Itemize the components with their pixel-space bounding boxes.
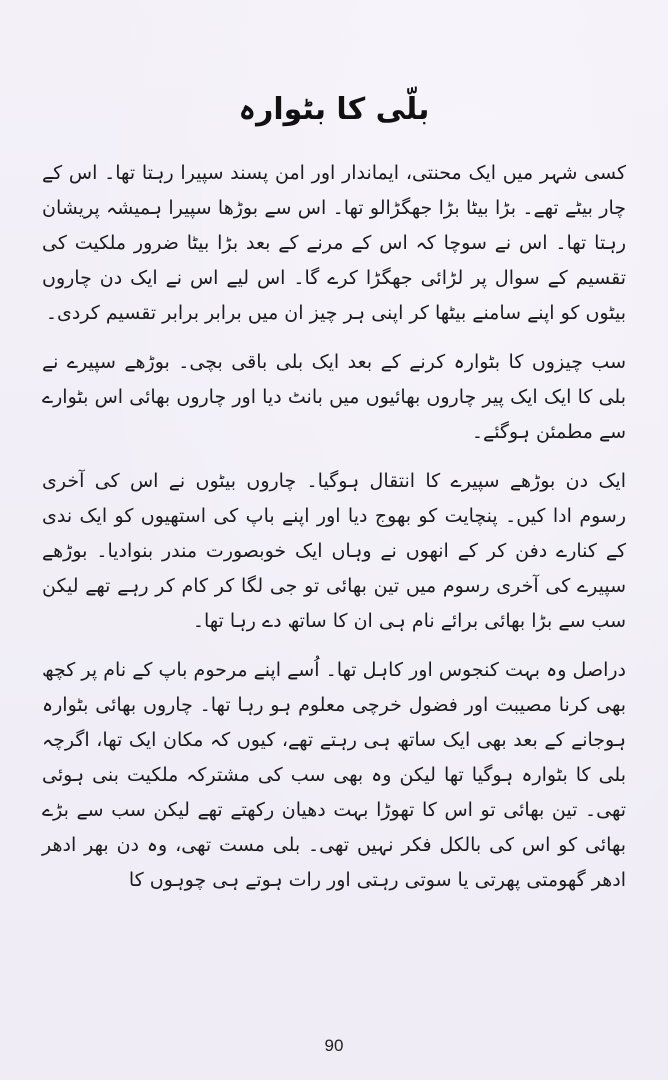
story-body [42, 156, 626, 1026]
page-number: 90 [324, 1036, 344, 1055]
paragraph-4: دراصل وہ بہت کنجوس اور کاہل تھا۔ اُسے اپنے مرحوم باپ کے نام پر کچھ بھی کرنا مصیبت اور فضول خرچی معلوم ہو رہا تھا۔ چاروں بھائی بٹوارہ ہوجانے کے بعد بھی ایک ساتھ ہی رہتے تھے، کیوں کہ مکان ایک تھا، اگرچہ بلی کا بٹوارہ ہوگیا تھا لیکن وہ بھی سب کی مشترکہ ملکیت بنی ہوئی تھی۔ تین بھائی تو اس کا تھوڑا بہت دھیان رکھتے تھے لیکن سب سے بڑے بھائی کو اس کی بالکل فکر نہیں تھی۔ بلی مست تھی، وہ دن بھر ادھر ادھر گھومتی پھرتی یا سوتی رہتی اور رات ہوتے ہی چوہوں کا [42, 659, 626, 891]
paragraph-3: ایک دن بوڑھے سپیرے کا انتقال ہوگیا۔ چاروں بیٹوں نے اس کی آخری رسوم ادا کیں۔ پنچایت کو بھوج دیا اور اپنے باپ کی استھیوں کو ایک ندی کے کنارے دفن کر کے انھوں نے وہاں ایک خوبصورت مندر بنوادیا۔ بوڑھے سپیرے کی آخری رسوم میں تین بھائی تو جی لگا کر کام کر رہے تھے لیکن سب سے بڑا بھائی برائے نام ہی ان کا ساتھ دے رہا تھا۔ [42, 470, 626, 632]
story-title: بلّی کا بٹوارہ [238, 92, 430, 127]
paragraph-1: کسی شہر میں ایک محنتی، ایماندار اور امن پسند سپیرا رہتا تھا۔ اس کے چار بیٹے تھے۔ بڑا بیٹا بڑا جھگڑالو تھا۔ اس سے بوڑھا سپیرا ہمیشہ پریشان رہتا تھا۔ اس نے سوچا کہ اس کے مرنے کے بعد بڑا بیٹا ضرور ملکیت کی تقسیم کے سوال پر لڑائی جھگڑا کرے گا۔ اس لیے اس نے ایک دن چاروں بیٹوں کو اپنے سامنے بیٹھا کر اپنی ہر چیز ان میں برابر برابر تقسیم کردی۔ [42, 162, 626, 324]
paragraph-2: سب چیزوں کا بٹوارہ کرنے کے بعد ایک بلی باقی بچی۔ بوڑھے سپیرے نے بلی کا ایک ایک پیر چاروں بھائیوں میں بانٹ دیا اور چاروں بھائی اس بٹوارے سے مطمئن ہوگئے۔ [42, 351, 626, 443]
